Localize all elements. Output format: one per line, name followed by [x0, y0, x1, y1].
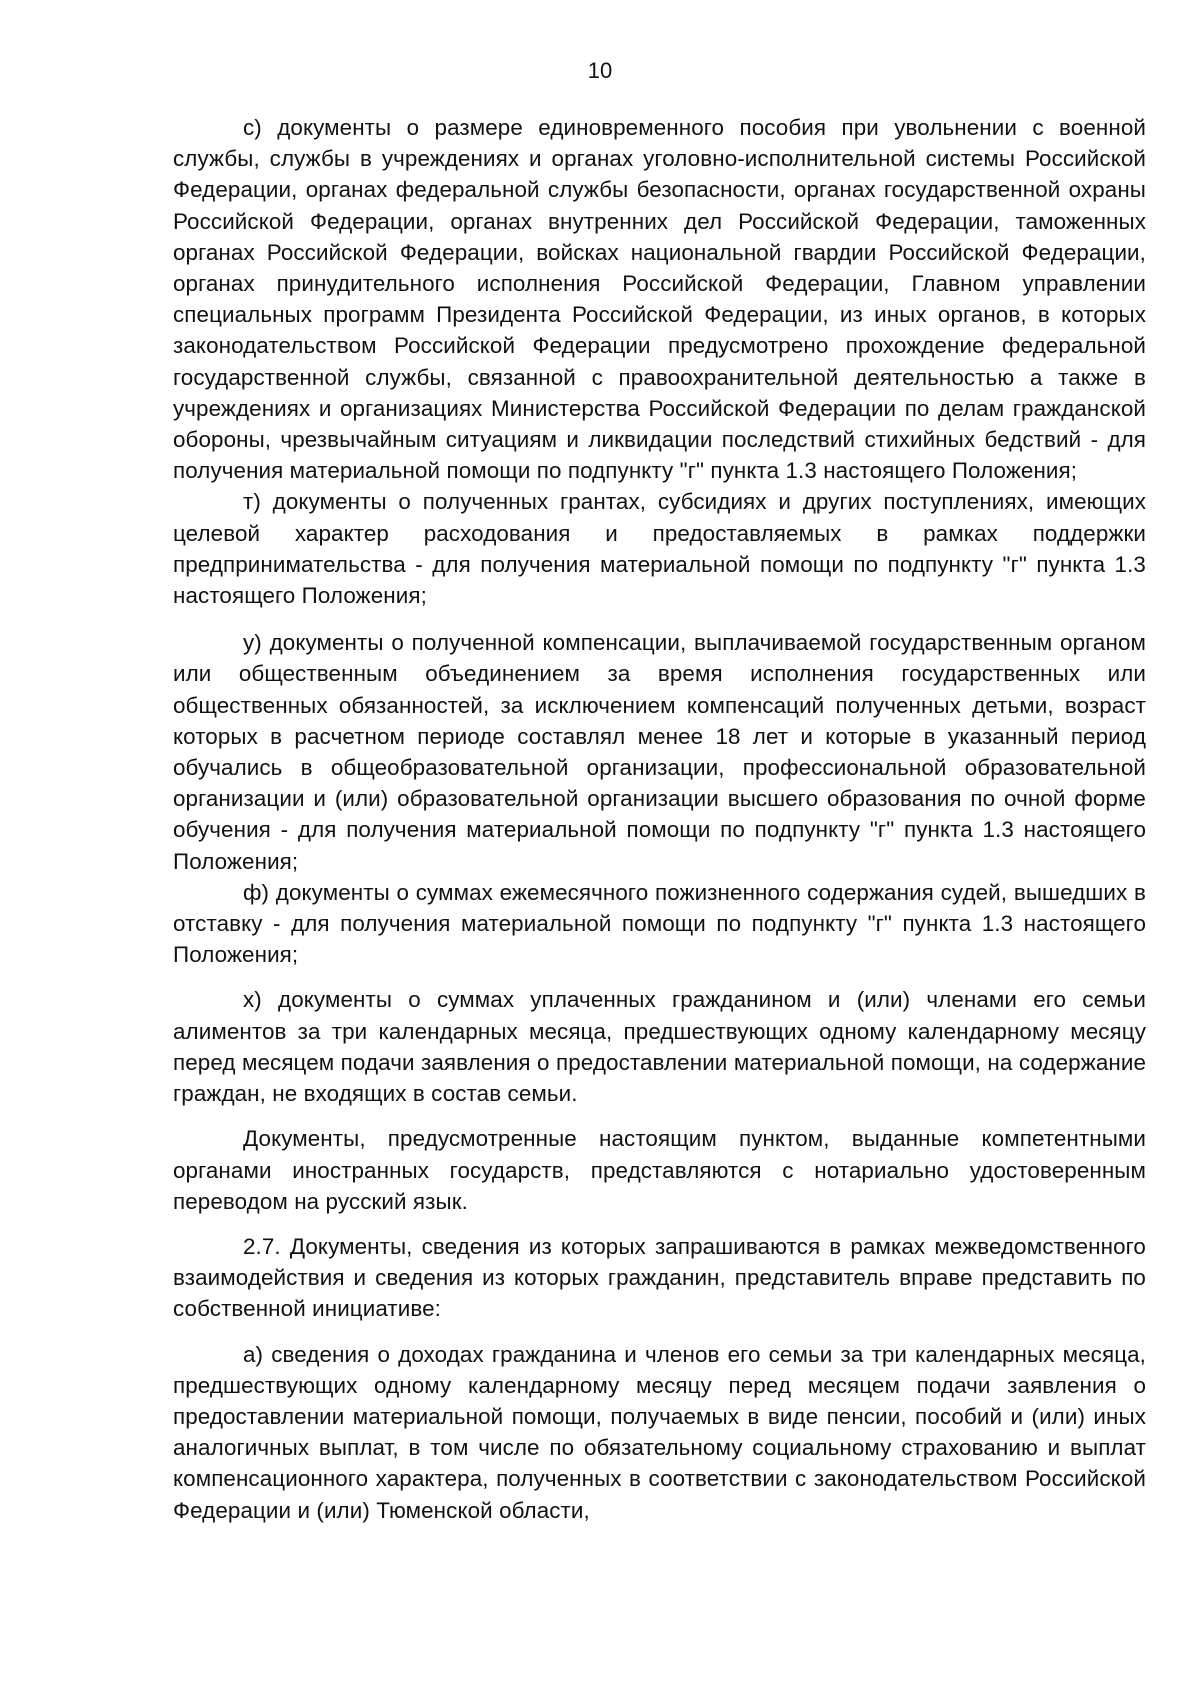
- paragraph-f-judge-maintenance: ф) документы о суммах ежемесячного пожизненного содержания судей, вышедших в отставку - для получения материальной помощи по подпункту "г" пункта 1.3 настоящего Положения;: [173, 879, 1146, 968]
- paragraph-a-income-info: а) сведения о доходах гражданина и членов его семьи за три календарных месяца, предшествующих одному календарному месяцу перед месяцем подачи заявления о предоставлении материальной помощи, получаемых в виде пенсии, пособий и (или) иных аналогичных выплат, в том числе по обязательному социальному страхованию и выплат компенсационного характера, полученных в соответствии с законодательством Российской Федерации и (или) Тюменской области,: [173, 1341, 1146, 1523]
- paragraph-section-2-7: 2.7. Документы, сведения из которых запрашиваются в рамках межведомственного взаимодействия и сведения из которых гражданин, представитель вправе представить по собственной инициативе:: [173, 1233, 1146, 1322]
- paragraph-t-grants-subsidies: т) документы о полученных грантах, субсидиях и других поступлениях, имеющих целевой характер расходования и предоставляемых в рамках поддержки предпринимательства - для получения материальной помощи по подпункту "г" пункта 1.3 настоящего Положения;: [173, 489, 1146, 609]
- paragraph-kh-alimony: х) документы о суммах уплаченных гражданином и (или) членами его семьи алиментов за три календарных месяца, предшествующих одному календарному месяцу перед месяцем подачи заявления о предоставлении материальной помощи, на содержание граждан, не входящих в состав семьи.: [173, 987, 1146, 1107]
- paragraph-s-severance-pay: с) документы о размере единовременного пособия при увольнении с военной службы, службы в учреждениях и органах уголовно-исполнительной системы Российской Федерации, органах федеральной службы безопасности, органах государственной охраны Российской Федерации, органах внутренних дел Российской Федерации, таможенных органах Российской Федерации, войсках национальной гвардии Российской Федерации, органах принудительного исполнения Российской Федерации, Главном управлении специальных программ Президента Российской Федерации, из иных органов, в которых законодательством Российской Федерации предусмотрено прохождение федеральной государственной службы, связанной с правоохранительной деятельностью а также в учреждениях и организациях Министерства Российской Федерации по делам гражданской обороны, чрезвычайным ситуациям и ликвидации последствий стихийных бедствий - для получения материальной помощи по подпункту "г" пункта 1.3 настоящего Положения;: [173, 115, 1146, 484]
- paragraph-u-compensation: у) документы о полученной компенсации, выплачиваемой государственным органом или общественным объединением за время исполнения государственных или общественных обязанностей, за исключением компенсаций полученных детьми, возраст которых в расчетном периоде составлял менее 18 лет и которые в указанный период обучались в общеобразовательной организации, профессиональной образовательной организации и (или) образовательной организации высшего образования по очной форме обучения - для получения материальной помощи по подпункту "г" пункта 1.3 настоящего Положения;: [173, 630, 1146, 874]
- paragraph-foreign-documents: Документы, предусмотренные настоящим пунктом, выданные компетентными органами иностранных государств, представляются с нотариально удостоверенным переводом на русский язык.: [173, 1126, 1146, 1214]
- document-body: [173, 112, 1146, 1526]
- page-number: 10: [587, 58, 613, 83]
